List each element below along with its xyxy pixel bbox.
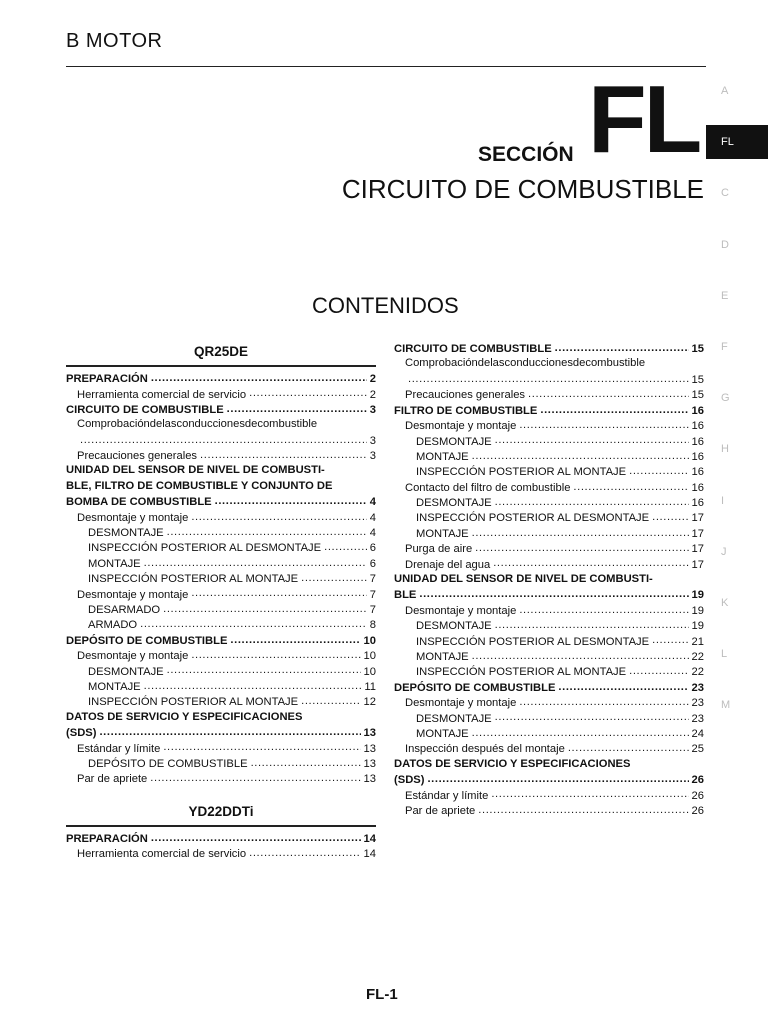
toc-leader-dots: [495, 710, 689, 721]
toc-entry-page: 6: [369, 557, 376, 570]
toc-section-entry[interactable]: [66, 494, 376, 509]
toc-entry[interactable]: [394, 664, 704, 679]
toc-leader-dots: [163, 740, 360, 751]
toc-entry-title: Desmontaje y montaje: [405, 420, 517, 433]
toc-entry[interactable]: [394, 418, 704, 433]
toc-right-entries: [394, 341, 704, 818]
toc-entry[interactable]: [394, 618, 704, 633]
toc-leader-dots: [99, 725, 360, 736]
toc-entry[interactable]: [394, 541, 704, 556]
toc-leader-dots: [519, 603, 688, 614]
toc-entry-page: 10: [363, 650, 376, 663]
toc-entry-page: 7: [369, 604, 376, 617]
toc-entry-title: Estándar y límite: [405, 789, 489, 802]
section-word: SECCIÓN: [478, 143, 574, 166]
toc-left-heading: QR25DE: [193, 344, 249, 359]
toc-entry[interactable]: [66, 648, 376, 663]
toc-entry-title: DESMONTAJE: [416, 620, 492, 633]
side-tab-m[interactable]: M: [721, 699, 731, 712]
toc-entry-page: 16: [691, 481, 704, 494]
side-tab-f[interactable]: F: [721, 341, 728, 353]
toc-leader-dots: [144, 679, 362, 690]
toc-subsection-heading: YD22DDTi: [188, 803, 254, 819]
toc-entry[interactable]: [394, 464, 704, 479]
toc-section-entry[interactable]: [394, 572, 704, 587]
toc-leader-dots: [519, 695, 688, 706]
toc-leader-dots: [568, 741, 689, 752]
toc-leader-dots: [191, 510, 366, 521]
toc-leader-dots: [491, 787, 688, 798]
toc-entry-page: 11: [364, 681, 376, 693]
side-tab-l[interactable]: L: [721, 648, 728, 661]
toc-entry-title: Purga de aire: [405, 543, 473, 556]
toc-section-entry[interactable]: [66, 633, 376, 648]
toc-entry-title: ARMADO: [88, 619, 138, 632]
toc-entry-page: 16: [691, 466, 704, 479]
toc-entry[interactable]: [66, 602, 376, 617]
toc-entry[interactable]: [66, 846, 376, 861]
toc-entry[interactable]: [394, 633, 704, 648]
toc-entry-page: 2: [369, 373, 376, 386]
toc-entry-title: UNIDAD DEL SENSOR DE NIVEL DE COMBUSTI-: [66, 464, 325, 477]
side-tab-h[interactable]: H: [721, 443, 729, 456]
side-tab-a[interactable]: A: [721, 85, 729, 97]
toc-leader-dots: [472, 726, 689, 737]
toc-leader-dots: [249, 846, 360, 857]
toc-leader-dots: [215, 494, 367, 505]
toc-entry-title: DESARMADO: [88, 604, 161, 617]
toc-leader-dots: [151, 831, 361, 842]
toc-leader-dots: [301, 694, 360, 705]
toc-entry-title: BOMBA DE COMBUSTIBLE: [66, 496, 212, 509]
toc-leader-dots: [652, 510, 688, 521]
toc-entry[interactable]: [394, 495, 704, 510]
toc-entry-title: INSPECCIÓN POSTERIOR AL DESMONTAJE: [416, 512, 650, 525]
toc-leader-dots: [251, 756, 361, 767]
toc-entry-title: MONTAJE: [88, 557, 141, 570]
toc-entry-page: 23: [691, 681, 704, 694]
toc-entry-title: DESMONTAJE: [88, 527, 164, 540]
toc-entry-title: Desmontaje y montaje: [77, 511, 189, 524]
toc-leader-dots: [419, 587, 688, 598]
toc-entry[interactable]: [66, 756, 376, 771]
toc-entry[interactable]: [66, 679, 376, 694]
toc-entry-page: 26: [691, 774, 704, 787]
toc-leader-dots: [472, 526, 689, 537]
toc-entry[interactable]: [66, 386, 376, 401]
toc-entry[interactable]: [394, 372, 704, 387]
section-code: FL: [588, 66, 700, 173]
toc-entry-page: 16: [691, 420, 704, 433]
toc-entry[interactable]: [66, 448, 376, 463]
toc-left-entries: [66, 371, 376, 787]
toc-entry-page: 3: [369, 403, 376, 416]
toc-entry-page: 17: [691, 527, 704, 540]
toc-left-column: [66, 341, 376, 861]
toc-entry[interactable]: [394, 510, 704, 525]
toc-entry-page: 4: [369, 527, 376, 540]
toc-entry-page: 14: [363, 832, 376, 845]
toc-entry-title: Precauciones generales: [405, 389, 526, 402]
toc-leader-dots: [495, 433, 689, 444]
toc-entry-title: MONTAJE: [88, 681, 141, 693]
side-tab-c[interactable]: C: [721, 187, 729, 200]
side-tab-e[interactable]: E: [721, 289, 729, 302]
toc-entry-page: 19: [691, 620, 704, 633]
toc-leader-dots: [324, 540, 367, 551]
toc-entry-page: 19: [691, 589, 704, 602]
toc-entry[interactable]: [66, 586, 376, 601]
toc-section-entry[interactable]: [66, 831, 376, 846]
contents-title: CONTENIDOS: [312, 293, 459, 318]
toc-leader-dots: [555, 341, 689, 352]
toc-leader-dots: [230, 633, 360, 644]
toc-entry-page: 25: [691, 743, 704, 756]
toc-entry-title: Drenaje del agua: [405, 558, 491, 571]
toc-leader-dots: [629, 464, 688, 475]
toc-entry-title: CIRCUITO DE COMBUSTIBLE: [66, 403, 224, 416]
toc-section-entry[interactable]: [394, 772, 704, 787]
toc-entry-title: FILTRO DE COMBUSTIBLE: [394, 404, 538, 417]
toc-entry-title: INSPECCIÓN POSTERIOR AL MONTAJE: [88, 696, 299, 709]
toc-entry-page: 13: [363, 757, 376, 770]
toc-leader-dots: [495, 495, 689, 506]
toc-entry-title: Precauciones generales: [77, 450, 198, 463]
toc-entry-title: DEPÓSITO DE COMBUSTIBLE: [66, 634, 228, 647]
toc-leader-dots: [227, 402, 367, 413]
toc-entry-title: (SDS): [66, 727, 97, 740]
toc-leader-dots: [519, 418, 688, 429]
toc-entry-page: 16: [691, 497, 704, 510]
toc-entry-page: 15: [691, 343, 704, 356]
toc-entry-page: 10: [363, 634, 376, 647]
toc-entry-title: Inspección después del montaje: [405, 743, 565, 756]
toc-entry-page: 23: [691, 712, 704, 725]
toc-leader-dots: [478, 803, 688, 814]
toc-entry-title: (SDS): [394, 774, 425, 787]
toc-entry-title: Desmontaje y montaje: [77, 650, 189, 663]
toc-entry-page: 17: [691, 543, 704, 556]
side-tab-fl[interactable]: FL: [706, 125, 768, 159]
toc-entry-page: 15: [691, 389, 704, 402]
toc-entry[interactable]: [394, 695, 704, 710]
toc-entry-page: 16: [691, 435, 704, 448]
toc-entry-title: MONTAJE: [416, 527, 469, 540]
toc-entry-title: PREPARACIÓN: [66, 373, 148, 386]
toc-leader-dots: [80, 433, 367, 444]
toc-entry[interactable]: [394, 556, 704, 571]
toc-entry-title: MONTAJE: [416, 450, 469, 463]
toc-leader-dots: [144, 556, 367, 567]
toc-right-column: [394, 341, 704, 818]
toc-leader-dots: [528, 387, 689, 398]
toc-entry-page: 4: [369, 496, 376, 509]
toc-entry[interactable]: [66, 694, 376, 709]
toc-entry[interactable]: [66, 663, 376, 678]
toc-entry-page: 19: [691, 604, 704, 617]
toc-entry-page: 24: [691, 727, 704, 740]
toc-entry-title: DEPÓSITO DE COMBUSTIBLE: [394, 681, 556, 694]
toc-entry-title: DESMONTAJE: [88, 665, 164, 678]
toc-leader-dots: [472, 449, 689, 460]
toc-entry-page: 10: [363, 665, 376, 678]
toc-entry[interactable]: [66, 433, 376, 448]
toc-section-entry[interactable]: [66, 710, 376, 725]
toc-entry-title: Comprobacióndelasconduccionesdecombustible: [77, 418, 318, 431]
toc-entry-title: DATOS DE SERVICIO Y ESPECIFICACIONES: [66, 710, 303, 723]
toc-section-entry[interactable]: [66, 402, 376, 417]
toc-entry[interactable]: [394, 603, 704, 618]
toc-leader-dots: [301, 571, 367, 582]
toc-entry-page: 13: [363, 727, 376, 740]
toc-entry-title: INSPECCIÓN POSTERIOR AL MONTAJE: [416, 466, 627, 479]
toc-leader-dots: [408, 372, 689, 383]
toc-entry-title: PREPARACIÓN: [66, 832, 148, 845]
toc-left-rule: [66, 365, 376, 367]
toc-entry[interactable]: [394, 710, 704, 725]
toc-entry-title: Herramienta comercial de servicio: [77, 848, 247, 861]
toc-leader-dots: [495, 618, 689, 629]
toc-entry[interactable]: [66, 740, 376, 755]
toc-section-entry[interactable]: [66, 479, 376, 494]
toc-entry[interactable]: [394, 387, 704, 402]
toc-entry-title: DATOS DE SERVICIO Y ESPECIFICACIONES: [394, 757, 631, 770]
toc-entry-title: CIRCUITO DE COMBUSTIBLE: [394, 343, 552, 356]
toc-entry-page: 12: [363, 696, 376, 709]
toc-leader-dots: [475, 541, 688, 552]
toc-entry-page: 4: [369, 511, 376, 524]
toc-entry-title: Contacto del filtro de combustible: [405, 481, 571, 494]
toc-entry-page: 6: [369, 542, 376, 555]
toc-entry[interactable]: [394, 649, 704, 664]
toc-entry-page: 2: [369, 388, 376, 401]
side-tab-d[interactable]: D: [721, 238, 729, 251]
toc-entry[interactable]: [66, 617, 376, 632]
toc-leader-dots: [167, 663, 361, 674]
side-tab-i[interactable]: I: [721, 494, 725, 507]
toc-entry-title: DESMONTAJE: [416, 712, 492, 725]
toc-section-entry[interactable]: [394, 403, 704, 418]
toc-entry-page: 15: [691, 373, 704, 386]
toc-subsection-rule: [66, 825, 376, 827]
toc-entry[interactable]: [394, 726, 704, 741]
section-title: CIRCUITO DE COMBUSTIBLE: [341, 174, 704, 204]
toc-entry-page: 22: [691, 651, 704, 663]
toc-leader-dots: [540, 403, 688, 414]
toc-leader-dots: [652, 633, 688, 644]
toc-entry[interactable]: [66, 771, 376, 786]
toc-leader-dots: [573, 480, 688, 491]
toc-entry-title: BLE: [394, 589, 417, 602]
toc-entry-title: UNIDAD DEL SENSOR DE NIVEL DE COMBUSTI-: [394, 572, 653, 585]
toc-leader-dots: [427, 772, 688, 783]
toc-entry[interactable]: [394, 787, 704, 802]
toc-entry-title: MONTAJE: [416, 651, 469, 663]
page-number: FL-1: [366, 986, 398, 1003]
toc-entry-page: 13: [363, 742, 376, 755]
toc-entry[interactable]: [66, 540, 376, 555]
toc-entry-title: Par de apriete: [77, 773, 148, 786]
toc-entry-title: Desmontaje y montaje: [405, 604, 517, 617]
toc-entry[interactable]: [66, 571, 376, 586]
toc-entry-page: 22: [691, 666, 704, 679]
toc-entry-title: Herramienta comercial de servicio: [77, 388, 247, 401]
toc-entry-title: INSPECCIÓN POSTERIOR AL DESMONTAJE: [416, 635, 650, 648]
toc-entry-title: Estándar y límite: [77, 742, 161, 755]
toc-entry-title: INSPECCIÓN POSTERIOR AL MONTAJE: [416, 666, 627, 679]
toc-entry[interactable]: [66, 556, 376, 571]
toc-entry-page: 21: [691, 635, 704, 648]
toc-leader-dots: [140, 617, 367, 628]
group-title: B MOTOR: [66, 30, 163, 52]
toc-entry-title: DESMONTAJE: [416, 497, 492, 510]
toc-entry-page: 16: [691, 404, 704, 417]
toc-entry-page: 17: [691, 512, 704, 525]
side-tab-j[interactable]: J: [721, 545, 727, 558]
toc-entry-title: DEPÓSITO DE COMBUSTIBLE: [88, 757, 248, 770]
toc-leader-dots: [249, 386, 367, 397]
toc-entry-title: Par de apriete: [405, 804, 476, 817]
toc-entry-page: 3: [369, 434, 376, 447]
side-tab-k[interactable]: K: [721, 597, 729, 609]
toc-entry-page: 26: [691, 789, 704, 802]
toc-entry-page: 7: [369, 588, 376, 601]
toc-entry-page: 14: [363, 848, 376, 861]
toc-leader-dots: [200, 448, 367, 459]
toc-entry-title: BLE, FILTRO DE COMBUSTIBLE Y CONJUNTO DE: [66, 479, 333, 492]
toc-leader-dots: [151, 371, 367, 382]
toc-leader-dots: [150, 771, 360, 782]
toc-entry-title: MONTAJE: [416, 727, 469, 740]
toc-section-entry[interactable]: [66, 463, 376, 478]
toc-entry-page: 17: [691, 558, 704, 571]
toc-entry[interactable]: [394, 433, 704, 448]
toc-entry-page: 26: [691, 804, 704, 817]
toc-entry-title: Desmontaje y montaje: [405, 697, 517, 710]
toc-section-entry[interactable]: [66, 725, 376, 740]
toc-entry[interactable]: [394, 803, 704, 818]
toc-entry-page: 3: [369, 450, 376, 463]
toc-section-entry[interactable]: [394, 587, 704, 602]
toc-entry[interactable]: [394, 741, 704, 756]
toc-entry-title: DESMONTAJE: [416, 435, 492, 448]
toc-leader-dots: [493, 556, 688, 567]
toc-entry[interactable]: [394, 449, 704, 464]
toc-leader-dots: [472, 649, 689, 660]
toc-entry-title: Comprobacióndelasconduccionesdecombustible: [405, 357, 646, 370]
toc-entry-page: 13: [363, 773, 376, 786]
toc-entry-title: INSPECCIÓN POSTERIOR AL DESMONTAJE: [88, 542, 322, 555]
toc-leader-dots: [558, 680, 688, 691]
toc-entry[interactable]: [394, 526, 704, 541]
toc-entry[interactable]: [66, 510, 376, 525]
toc-entry-title: INSPECCIÓN POSTERIOR AL MONTAJE: [88, 573, 299, 586]
toc-leader-dots: [191, 586, 366, 597]
toc-entry[interactable]: [66, 417, 376, 432]
toc-entry[interactable]: [394, 356, 704, 371]
toc-entry[interactable]: [394, 480, 704, 495]
toc-section-entry[interactable]: [394, 341, 704, 356]
toc-entry-page: 8: [369, 619, 376, 632]
toc-leader-dots: [167, 525, 367, 536]
toc-leader-dots: [191, 648, 360, 659]
toc-entry-page: 16: [691, 450, 704, 463]
toc-section-entry[interactable]: [66, 371, 376, 386]
toc-leader-dots: [629, 664, 688, 675]
toc-entry-page: 23: [691, 697, 704, 710]
toc-leader-dots: [163, 602, 367, 613]
toc-entry-page: 7: [369, 573, 376, 586]
toc-subsection-entries: [66, 831, 376, 862]
toc-entry-title: Desmontaje y montaje: [77, 588, 189, 601]
side-tab-g[interactable]: G: [721, 392, 730, 405]
toc-section-entry[interactable]: [394, 757, 704, 772]
toc-entry[interactable]: [66, 525, 376, 540]
toc-section-entry[interactable]: [394, 680, 704, 695]
